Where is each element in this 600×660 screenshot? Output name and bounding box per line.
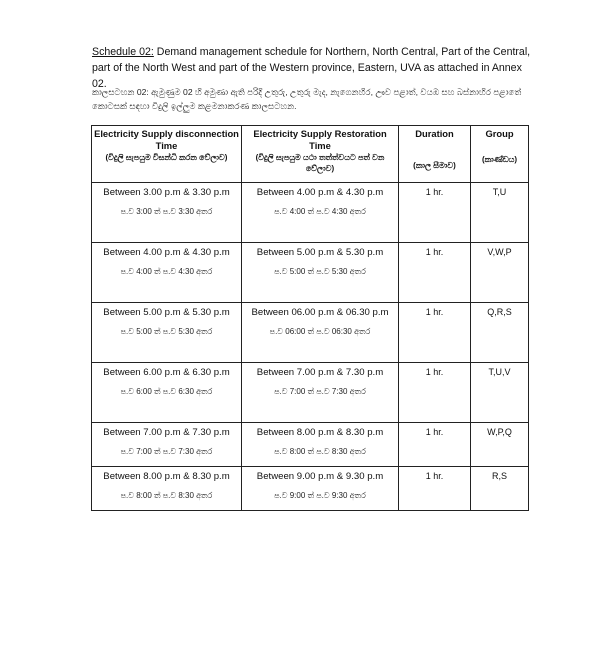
disconnection-cell (92, 183, 242, 243)
disconnection-time-si: ප.ව 8:00 ත් ප.ව 8:30 අතර (120, 491, 213, 500)
disconnection-time-si: ප.ව 7:00 ත් ප.ව 7:30 අතර (120, 447, 213, 456)
header-disconnection (92, 126, 242, 183)
disconnection-time: Between 5.00 p.m & 5.30 p.m (103, 307, 230, 318)
restoration-time-si: ප.ව 4:00 ත් ප.ව 4:30 අතර (274, 207, 366, 216)
group-cell: Q,R,S (471, 303, 529, 363)
header-disconnection-si: (විදුලි සැපයුම විසන්ධි කරන වේලාව) (105, 153, 228, 162)
header-duration-en: Duration (415, 128, 454, 139)
duration-cell: 1 hr. (399, 243, 471, 303)
disconnection-time: Between 4.00 p.m & 4.30 p.m (103, 247, 230, 258)
disconnection-time: Between 8.00 p.m & 8.30 p.m (103, 471, 230, 482)
restoration-time: Between 9.00 p.m & 9.30 p.m (256, 471, 384, 482)
group-cell: W,P,Q (471, 423, 529, 467)
header-disconnection-en: Electricity Supply disconnection Time (94, 128, 239, 151)
table-row (92, 303, 529, 363)
restoration-time-si: ප.ව 06:00 ත් ප.ව 06:30 අතර (269, 327, 371, 336)
disconnection-cell (92, 423, 242, 467)
table-row (92, 467, 529, 511)
disconnection-time: Between 6.00 p.m & 6.30 p.m (103, 367, 230, 378)
header-group-si: (කාණ්ඩය) (481, 155, 518, 164)
restoration-time: Between 5.00 p.m & 5.30 p.m (256, 247, 384, 258)
disconnection-time-si: ප.ව 3:00 ත් ප.ව 3:30 අතර (120, 207, 213, 216)
disconnection-cell (92, 243, 242, 303)
group-cell: T,U (471, 183, 529, 243)
disconnection-time: Between 7.00 p.m & 7.30 p.m (103, 427, 230, 438)
restoration-time-si: ප.ව 7:00 ත් ප.ව 7:30 අතර (274, 387, 366, 396)
restoration-cell (242, 467, 399, 511)
header-restoration (242, 126, 399, 183)
restoration-cell (242, 363, 399, 423)
disconnection-cell (92, 363, 242, 423)
restoration-time-si: ප.ව 9:00 ත් ප.ව 9:30 අතර (274, 491, 366, 500)
restoration-cell (242, 303, 399, 363)
header-duration (399, 126, 471, 183)
restoration-time-si: ප.ව 8:00 ත් ප.ව 8:30 අතර (274, 447, 366, 456)
disconnection-cell (92, 303, 242, 363)
group-cell: T,U,V (471, 363, 529, 423)
header-duration-si: (කාල සීමාව) (413, 161, 456, 170)
restoration-cell (242, 183, 399, 243)
duration-cell: 1 hr. (399, 423, 471, 467)
table-row (92, 243, 529, 303)
restoration-time: Between 4.00 p.m & 4.30 p.m (256, 187, 384, 198)
header-group (471, 126, 529, 183)
disconnection-time-si: ප.ව 5:00 ත් ප.ව 5:30 අතර (120, 327, 213, 336)
schedule-label: Schedule 02: (92, 46, 154, 58)
duration-cell: 1 hr. (399, 467, 471, 511)
restoration-time-si: ප.ව 5:00 ත් ප.ව 5:30 අතර (274, 267, 366, 276)
duration-cell: 1 hr. (399, 363, 471, 423)
duration-cell: 1 hr. (399, 183, 471, 243)
header-group-en: Group (485, 128, 514, 139)
disconnection-time-si: ප.ව 4:00 ත් ප.ව 4:30 අතර (120, 267, 213, 276)
restoration-time: Between 7.00 p.m & 7.30 p.m (256, 367, 384, 378)
intro-text: Demand management schedule for Northern, North Central, Part of the Central, part of the North West and part of the Western province, Eastern, UVA as attached in Annex 02. (92, 46, 531, 90)
restoration-time: Between 06.00 p.m & 06.30 p.m (251, 307, 389, 318)
table-row (92, 183, 529, 243)
restoration-time: Between 8.00 p.m & 8.30 p.m (256, 427, 384, 438)
group-cell: R,S (471, 467, 529, 511)
disconnection-time: Between 3.00 p.m & 3.30 p.m (103, 187, 230, 198)
table-row (92, 363, 529, 423)
intro-paragraph (92, 44, 532, 92)
disconnection-cell (92, 467, 242, 511)
table-header-row (92, 126, 529, 183)
disconnection-time-si: ප.ව 6:00 ත් ප.ව 6:30 අතර (120, 387, 213, 396)
duration-cell: 1 hr. (399, 303, 471, 363)
header-restoration-en: Electricity Supply Restoration Time (253, 128, 387, 151)
table-row (92, 423, 529, 467)
header-restoration-si: (විදුලි සැපයුම යථා තත්ත්වයට පත් වන වේලාව) (255, 153, 385, 173)
restoration-cell (242, 243, 399, 303)
group-cell: V,W,P (471, 243, 529, 303)
restoration-cell (242, 423, 399, 467)
intro-paragraph-sinhala: කාලසටහන 02: ඇමුණුම 02 හි අමුණා ඇති පරිදි උතුරු, උතුරු මැද, නැගෙනහිර, ඌව පළාත්, වයඹ සහ බස්නාහිර පළාතේ කොටසක් සඳහා විදුලි ඉල්ලුම කළමනාකරණ කාලසටහන. (92, 87, 522, 111)
schedule-table (91, 125, 529, 511)
